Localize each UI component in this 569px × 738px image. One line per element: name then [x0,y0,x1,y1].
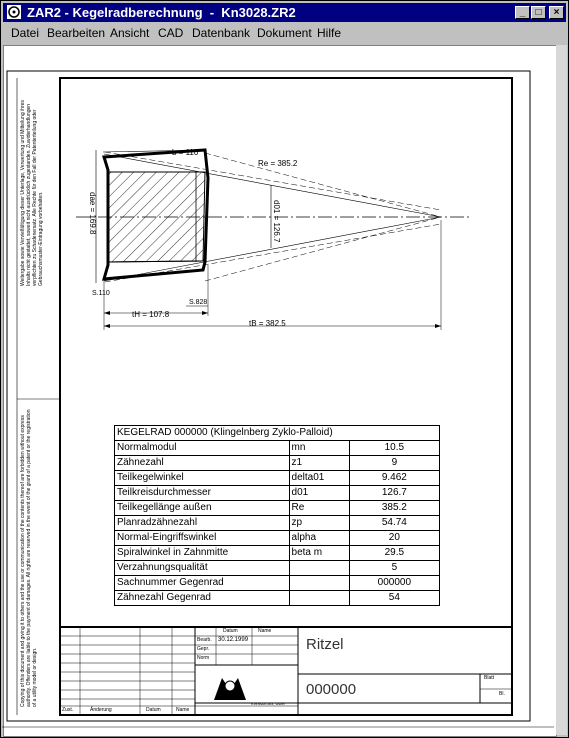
tb-aenderung: Änderung [90,707,112,713]
tb-datum: Datum [223,628,238,634]
table-row: Sachnummer Gegenrad 000000 [115,576,440,591]
company-logo-icon [212,673,248,701]
tb-gepr: Gepr. [197,646,210,652]
menu-ansicht[interactable]: Ansicht [110,26,150,40]
close-icon: × [553,7,560,18]
table-row: Teilkegelwinkel delta01 9.462 [115,471,440,486]
menu-hilfe[interactable]: Hilfe [317,26,342,40]
dim-tH: tH = 107.8 [132,310,170,319]
dim-d01: d01 = 126.7 [272,200,281,243]
table-row: Spiralwinkel in Zahnmitte beta m 29.5 [115,546,440,561]
tb-bearb: Bearb. [197,637,212,643]
dim-b: b = 110 [172,148,199,157]
legal-note-top: Weitergabe sowie Vervielfältigung dieser Unterlage, Verwertung und Mitteilung ihres Inhalts nicht gestattet, soweit nicht ausdrücklich zugestanden. Zuwiderhandlungen verpflichten zu Schadenersatz. Alle Rechte für den Fall der Patenterteilung oder Gebrauchsmuster-Eintragung vorbehalten. [20,100,44,286]
table-row: Verzahnungsqualität 5 [115,561,440,576]
dim-s828: S.828 [189,299,208,306]
menu-bearbeiten[interactable]: Bearbeiten [47,26,106,40]
table-row: Normalmodul mn 10.5 [115,441,440,456]
legal-note-bottom: Copying of this document and giving it to others and the use or communication of the contents thereof are forbidden without express authority. Offenders are liable to the payment of damages. All rights are reserved in the event of the grant of a patent or the registration of a utility model or design. [20,409,38,707]
dim-tB: tB = 382.5 [249,319,286,328]
tb-blatt: Blatt [484,675,495,681]
part-number: 000000 [306,681,357,698]
menu-datei[interactable]: Datei [11,26,40,40]
spec-table [114,425,440,606]
table-row: Normal-Eingriffswinkel alpha 20 [115,531,440,546]
table-row: Zähnezahl Gegenrad 54 [115,591,440,606]
table-row: Teilkreisdurchmesser d01 126.7 [115,486,440,501]
part-name: Ritzel [306,636,344,653]
tb-blatt-count: Bl. [499,691,505,697]
dim-dae: dae = 169.8 [88,192,97,235]
table-row: Zähnezahl z1 9 [115,456,440,471]
table-row: Teilkegellänge außen Re 385.2 [115,501,440,516]
menu-dokument[interactable]: Dokument [257,26,312,40]
tb-name: Name [258,628,272,634]
tb-name2: Name [176,707,190,713]
company-name: KISSsoft AG, Uster [251,701,286,706]
tb-bearb-date: 30.12.1999 [218,637,249,643]
sheet-outer-frame [7,71,530,721]
table-row: Planradzähnezahl zp 54.74 [115,516,440,531]
tb-norm: Norm [197,655,210,661]
menu-datenbank[interactable]: Datenbank [192,26,251,40]
menu-cad[interactable]: CAD [158,26,184,40]
dim-Re: Re = 385.2 [258,159,298,168]
tb-datum2: Datum [146,707,161,713]
minimize-icon: _ [519,7,526,18]
spec-table-title: KEGELRAD 000000 (Klingelnberg Zyklo-Palloid) [115,426,440,441]
window-title: ZAR2 - Kegelradberechnung - Kn3028.ZR2 [27,5,296,20]
maximize-icon: □ [535,7,542,18]
dim-s110: S.110 [92,290,110,297]
tb-zust: Zust. [62,707,74,713]
